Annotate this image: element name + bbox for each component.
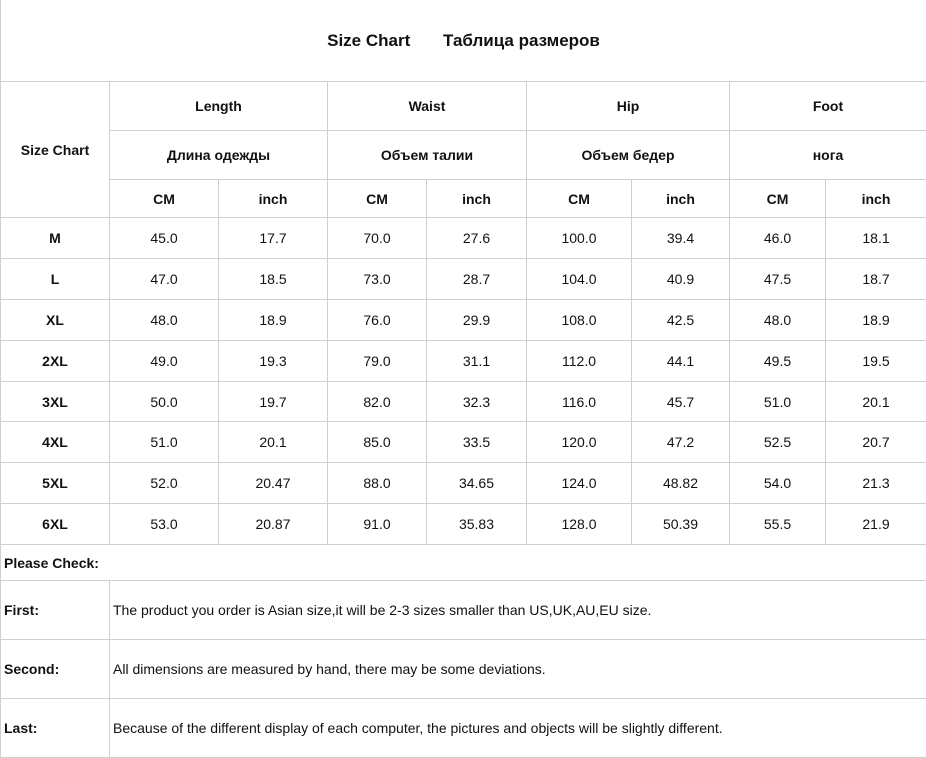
table-cell: 73.0 [328,259,427,300]
note-label-last: Last: [1,699,110,758]
table-cell: 17.7 [219,218,328,259]
table-row [1,341,926,382]
chart-title [1,0,926,82]
unit-header: inch [826,180,926,218]
size-rows [1,218,926,545]
table-cell: 19.7 [219,382,328,422]
table-cell: 46.0 [730,218,826,259]
table-cell: 50.39 [632,504,730,545]
note-text-last: Because of the different display of each computer, the pictures and objects will be slightly different. [110,699,926,758]
note-label-second: Second: [1,640,110,699]
hip-header: Hip [527,82,730,131]
size-column-header: Size Chart [1,82,110,218]
table-cell: 100.0 [527,218,632,259]
table-cell: 82.0 [328,382,427,422]
table-cell: 48.0 [110,300,219,341]
table-cell: 21.9 [826,504,926,545]
table-cell: 39.4 [632,218,730,259]
note-text-first: The product you order is Asian size,it will be 2-3 sizes smaller than US,UK,AU,EU size. [110,581,926,640]
table-cell: 54.0 [730,463,826,504]
table-row [1,218,926,259]
hip-header-ru: Объем бедер [527,131,730,180]
table-cell: 35.83 [427,504,527,545]
unit-header: CM [328,180,427,218]
table-cell: 53.0 [110,504,219,545]
table-cell: 20.47 [219,463,328,504]
waist-header: Waist [328,82,527,131]
table-row [1,382,926,422]
table-cell: 124.0 [527,463,632,504]
size-label: XL [1,300,110,341]
table-cell: 47.2 [632,422,730,463]
table-cell: 20.1 [826,382,926,422]
table-cell: 20.1 [219,422,328,463]
length-header-ru: Длина одежды [110,131,328,180]
table-cell: 34.65 [427,463,527,504]
table-row [1,504,926,545]
table-cell: 31.1 [427,341,527,382]
table-row [1,422,926,463]
table-cell: 108.0 [527,300,632,341]
table-cell: 85.0 [328,422,427,463]
table-cell: 76.0 [328,300,427,341]
foot-header: Foot [730,82,926,131]
chart-title-russian: Таблица размеров [443,31,600,51]
table-cell: 19.5 [826,341,926,382]
table-cell: 79.0 [328,341,427,382]
length-header: Length [110,82,328,131]
size-label: 5XL [1,463,110,504]
table-cell: 112.0 [527,341,632,382]
unit-header: CM [527,180,632,218]
chart-title-english: Size Chart [327,31,410,51]
unit-header: inch [427,180,527,218]
note-label-first: First: [1,581,110,640]
waist-header-ru: Объем талии [328,131,527,180]
table-cell: 28.7 [427,259,527,300]
table-cell: 48.0 [730,300,826,341]
table-cell: 128.0 [527,504,632,545]
table-cell: 44.1 [632,341,730,382]
table-cell: 49.5 [730,341,826,382]
unit-header: inch [219,180,328,218]
table-cell: 52.0 [110,463,219,504]
table-cell: 42.5 [632,300,730,341]
size-label: 6XL [1,504,110,545]
table-cell: 19.3 [219,341,328,382]
foot-header-ru: нога [730,131,926,180]
table-cell: 32.3 [427,382,527,422]
notes-heading: Please Check: [1,545,926,581]
table-cell: 48.82 [632,463,730,504]
table-cell: 45.7 [632,382,730,422]
table-cell: 18.9 [826,300,926,341]
table-cell: 27.6 [427,218,527,259]
table-cell: 33.5 [427,422,527,463]
table-cell: 51.0 [110,422,219,463]
table-cell: 51.0 [730,382,826,422]
note-text-second: All dimensions are measured by hand, there may be some deviations. [110,640,926,699]
table-cell: 21.3 [826,463,926,504]
table-cell: 104.0 [527,259,632,300]
table-cell: 91.0 [328,504,427,545]
unit-header: CM [730,180,826,218]
size-label: M [1,218,110,259]
table-cell: 18.7 [826,259,926,300]
table-cell: 88.0 [328,463,427,504]
table-cell: 120.0 [527,422,632,463]
table-cell: 18.9 [219,300,328,341]
table-cell: 70.0 [328,218,427,259]
table-cell: 116.0 [527,382,632,422]
table-cell: 50.0 [110,382,219,422]
table-cell: 47.5 [730,259,826,300]
table-cell: 20.87 [219,504,328,545]
table-cell: 18.1 [826,218,926,259]
table-cell: 55.5 [730,504,826,545]
table-row [1,463,926,504]
table-cell: 52.5 [730,422,826,463]
table-cell: 20.7 [826,422,926,463]
table-row [1,259,926,300]
unit-header: CM [110,180,219,218]
table-row [1,300,926,341]
size-label: 2XL [1,341,110,382]
table-cell: 49.0 [110,341,219,382]
size-label: 3XL [1,382,110,422]
table-cell: 29.9 [427,300,527,341]
table-cell: 18.5 [219,259,328,300]
table-cell: 40.9 [632,259,730,300]
table-cell: 47.0 [110,259,219,300]
unit-header: inch [632,180,730,218]
table-cell: 45.0 [110,218,219,259]
size-label: L [1,259,110,300]
size-label: 4XL [1,422,110,463]
